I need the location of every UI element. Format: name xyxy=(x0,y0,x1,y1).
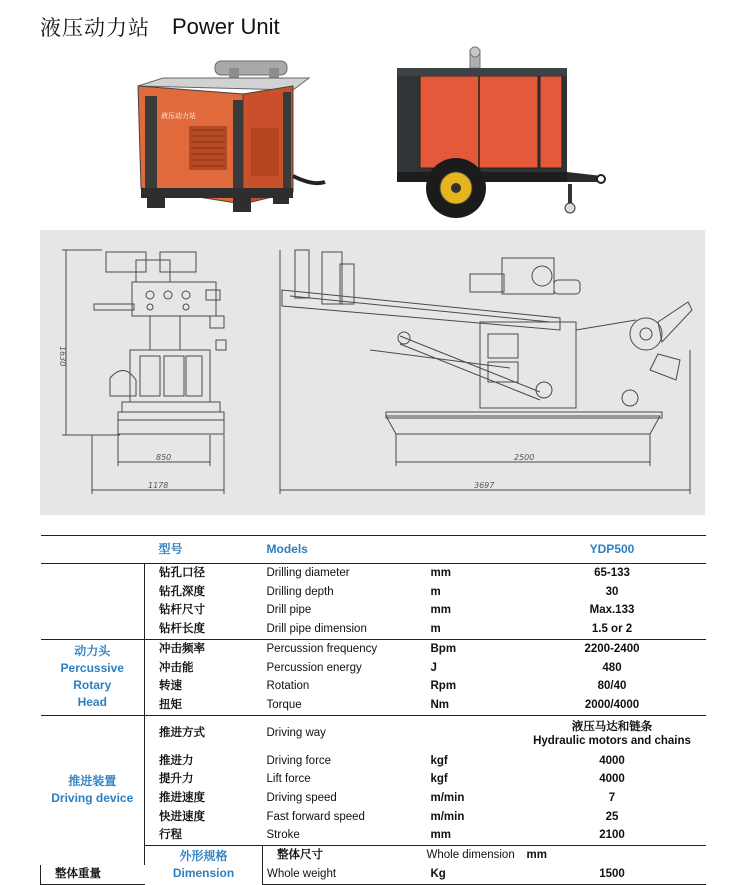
dim-side-overall: 3697 xyxy=(474,481,495,490)
panel-label: 液压动力站 xyxy=(161,112,196,120)
dim-height: 1630 xyxy=(58,346,67,367)
title-chinese: 液压动力站 xyxy=(40,16,150,40)
trailer-power-unit-photo xyxy=(392,46,610,221)
table-row: 钻孔口径 Drilling diameter mm 65-133 xyxy=(41,564,706,583)
group-dimension: 外形规格 Dimension xyxy=(145,846,263,884)
table-row: 转速 Rotation Rpm 80/40 xyxy=(41,677,706,696)
table-row: 推进速度 Driving speed m/min 7 xyxy=(41,789,706,808)
group-power-head: 动力头 Percussive Rotary Head xyxy=(41,639,145,715)
technical-drawing xyxy=(40,230,705,515)
table-row: 钻杆尺寸 Drill pipe mm Max.133 xyxy=(41,601,706,620)
table-row: 行程 Stroke mm 2100 xyxy=(41,826,706,845)
power-unit-photo xyxy=(133,56,329,221)
page-title xyxy=(40,10,280,44)
table-row: 提升力 Lift force kgf 4000 xyxy=(41,770,706,789)
spec-header-row xyxy=(41,536,706,564)
header-model: YDP500 xyxy=(519,536,706,564)
header-cn: 型号 xyxy=(145,536,263,564)
table-row: 冲击能 Percussion energy J 480 xyxy=(41,659,706,678)
table-row: 扭矩 Torque Nm 2000/4000 xyxy=(41,696,706,715)
table-row: 钻杆长度 Drill pipe dimension m 1.5 or 2 xyxy=(41,620,706,639)
header-en: Models xyxy=(263,536,423,564)
table-row: 钻孔深度 Drilling depth m 30 xyxy=(41,583,706,602)
table-row: 整体重量 Whole weight Kg 1500 xyxy=(41,865,706,884)
spec-table xyxy=(40,535,705,885)
table-row: 快进速度 Fast forward speed m/min 25 xyxy=(41,808,706,827)
dim-front-overall: 1178 xyxy=(148,481,169,490)
group-driving-device: 推进装置 Driving device xyxy=(41,715,145,865)
dim-front-width: 850 xyxy=(156,453,172,462)
table-row: 动力头 Percussive Rotary Head 冲击频率 Percussion frequency Bpm 2200-2400 xyxy=(41,639,706,658)
title-english: Power Unit xyxy=(172,14,280,39)
dim-side-track: 2500 xyxy=(514,453,535,462)
table-row: 外形规格 Dimension 整体尺寸 Whole dimension mm xyxy=(41,846,706,865)
table-row: 推进装置 Driving device 推进方式 Driving way 液压马达和链条 Hydraulic motors and chains xyxy=(41,715,706,752)
table-row: 推进力 Driving force kgf 4000 xyxy=(41,752,706,771)
